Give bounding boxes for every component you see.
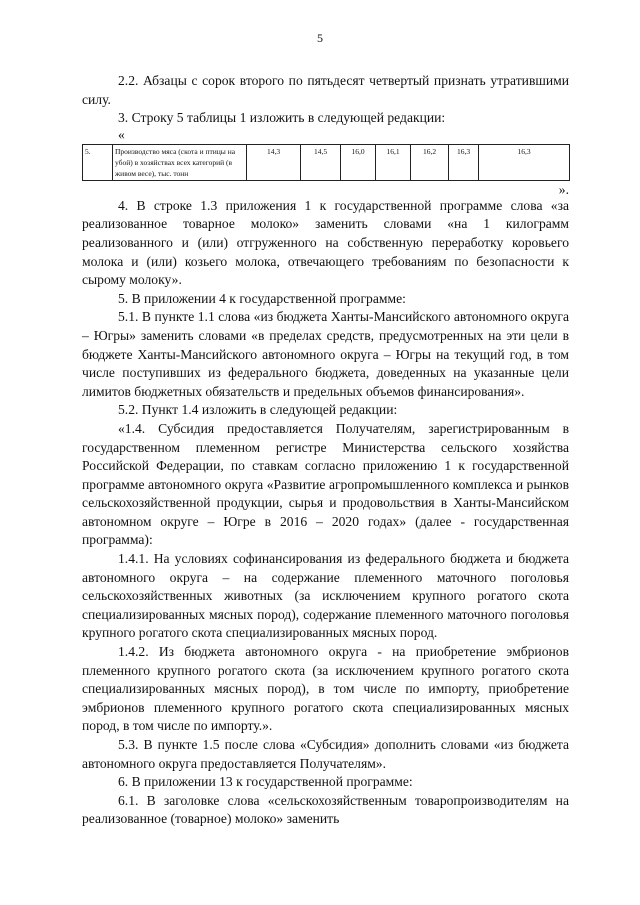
paragraph-5-2: 5.2. Пункт 1.4 изложить в следующей редакции: — [118, 402, 398, 418]
table-value: 14,3 — [247, 144, 301, 180]
paragraph-2-2: 2.2. Абзацы с сорок второго по пятьдесят четвертый признать утратившими силу. — [82, 73, 569, 107]
table-row-number: 5. — [83, 144, 113, 180]
table-value: 14,5 — [301, 144, 341, 180]
opening-quote-mark: « — [118, 126, 125, 142]
paragraph-4: 4. В строке 1.3 приложения 1 к государственной программе слова «за реализованное товарное молоко» заменить словами «на 1 килограмм реализованного и (или) отгруженного на собственную переработку коровьего молока и (или) козьего молока, отвечающего требованиям по безопасности к сырому молоку». — [82, 197, 569, 288]
paragraph-6: 6. В приложении 13 к государственной программе: — [118, 774, 413, 790]
document-body — [82, 72, 569, 829]
table-value: 16,2 — [411, 144, 449, 180]
table-value: 16,1 — [376, 144, 411, 180]
paragraph-5: 5. В приложении 4 к государственной программе: — [118, 290, 406, 306]
paragraph-6-1: 6.1. В заголовке слова «сельскохозяйственным товаропроизводителям на реализованное (товарное) молоко» заменить — [82, 792, 569, 827]
paragraph-5-1: 5.1. В пункте 1.1 слова «из бюджета Ханты-Мансийского автономного округа – Югры» заменить словами «в пределах средств, предусмотренных на эти цели в бюджете Ханты-Мансийского автономного округа – Югры на текущий год, в том числе поступивших из федерального бюджета, доведенных на указанные цели лимитов бюджетных обязательств и предельных объемов финансирования». — [82, 309, 569, 399]
table-row-5 — [82, 144, 570, 181]
paragraph-1-4-2: 1.4.2. Из бюджета автономного округа - на приобретение эмбрионов племенного крупного рогатого скота (за исключением крупного рогатого скота специализированных мясных пород), в том числе по импорту, приобретение эмбрионов племенного крупного рогатого скота специализированных мясных пород, в том числе по импорту.». — [82, 644, 569, 734]
page-number: 5 — [317, 31, 323, 45]
paragraph-1-4-1: 1.4.1. На условиях софинансирования из федерального бюджета и бюджета автономного округа – на содержание племенного маточного поголовья сельскохозяйственных животных (за исключением крупного рогатого скота специализированных мясных пород), содержание племенного маточного поголовья крупного рогатого скота специализированных мясных пород. — [82, 551, 569, 641]
table-value: 16,3 — [449, 144, 479, 180]
paragraph-5-3: 5.3. В пункте 1.5 после слова «Субсидия» дополнить словами «из бюджета автономного округа предоставляется Получателям». — [82, 737, 569, 771]
table-indicator-name: Производство мяса (скота и птицы на убой) в хозяйствах всех категорий (в живом весе), тыс. тонн — [113, 144, 247, 180]
table-value: 16,0 — [341, 144, 376, 180]
closing-quote-mark: ». — [558, 181, 569, 197]
paragraph-3: 3. Строку 5 таблицы 1 изложить в следующей редакции: — [118, 110, 446, 126]
paragraph-1-4: «1.4. Субсидия предоставляется Получателям, зарегистрированным в государственном племенном регистре Министерства сельского хозяйства Российской Федерации, по ставкам согласно приложению 1 к государственной программе автономного округа «Развитие агропромышленного комплекса и рынков сельскохозяйственной продукции, сырья и продовольствия в Ханты-Мансийском автономном округе – Югре в 2016 – 2020 годах» (далее - государственная программа): — [82, 420, 569, 548]
table-value: 16,3 — [479, 144, 570, 180]
